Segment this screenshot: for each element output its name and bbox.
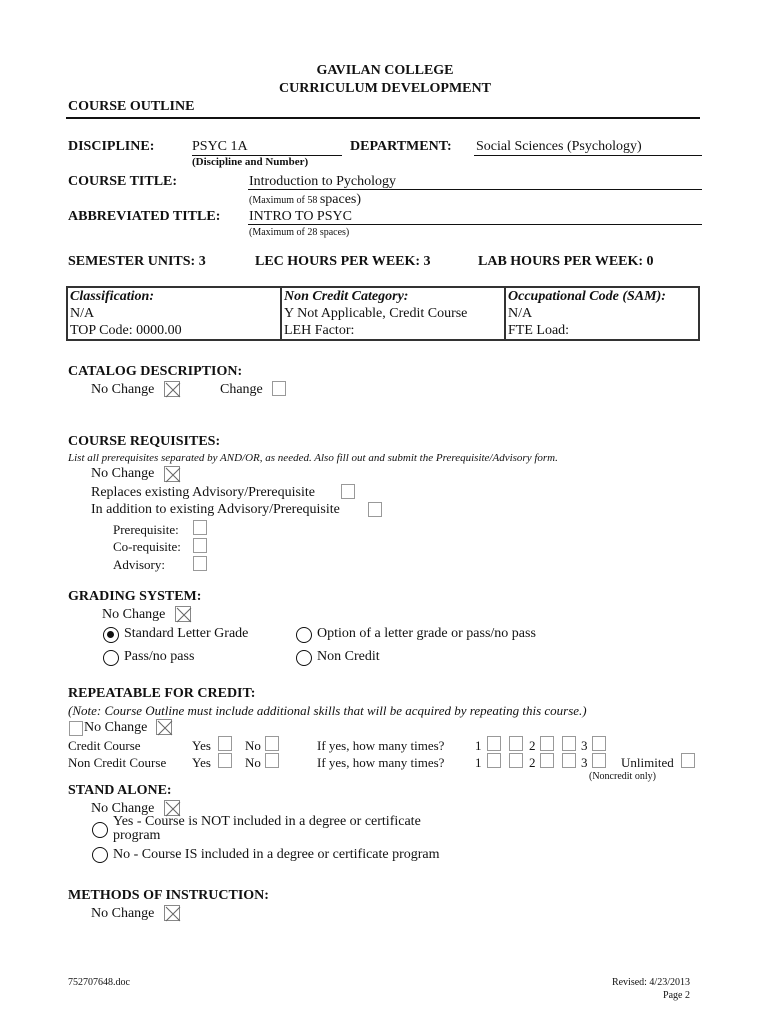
x-mark-icon: [165, 467, 181, 483]
credit-times-3-label: 3: [581, 738, 588, 753]
credit-times-3-checkbox[interactable]: [592, 736, 606, 751]
header-rule: [66, 117, 700, 119]
stand-alone-heading: STAND ALONE:: [68, 783, 172, 798]
corequisite-label: Co-requisite:: [113, 539, 181, 554]
credit-yes-checkbox[interactable]: [218, 736, 232, 751]
standard-letter-grade-radio[interactable]: [103, 627, 119, 643]
credit-times-blank-checkbox[interactable]: [509, 736, 523, 751]
classification-header: Classification:: [70, 289, 155, 304]
stand-alone-yes-line1: Yes - Course is NOT included in a degree or certificate: [113, 814, 421, 829]
in-addition-label: In addition to existing Advisory/Prerequisite: [91, 502, 340, 517]
requisites-no-change-label: No Change: [91, 466, 155, 481]
option-letter-or-pass-label: Option of a letter grade or pass/no pass: [317, 626, 536, 641]
catalog-no-change-checkbox[interactable]: [164, 381, 180, 397]
occupational-code-header: Occupational Code (SAM):: [505, 287, 699, 305]
catalog-change-label: Change: [220, 382, 263, 397]
college-name: GAVILAN COLLEGE: [316, 63, 454, 78]
noncredit-no-label: No: [245, 755, 261, 770]
footer-filename: 752707648.doc: [68, 977, 130, 988]
stand-alone-yes-line2: program: [113, 828, 161, 843]
stand-alone-no-label: No - Course IS included in a degree or certificate program: [113, 847, 440, 862]
prerequisite-label: Prerequisite:: [113, 522, 179, 537]
noncredit-times-1-checkbox[interactable]: [487, 753, 501, 768]
stand-alone-yes-label: [113, 814, 421, 843]
catalog-change-checkbox[interactable]: [272, 381, 286, 396]
pass-no-pass-label: Pass/no pass: [124, 649, 195, 664]
curriculum-heading: CURRICULUM DEVELOPMENT: [279, 81, 491, 96]
credit-times-1-checkbox[interactable]: [487, 736, 501, 751]
repeatable-heading: REPEATABLE FOR CREDIT:: [68, 686, 256, 701]
advisory-label: Advisory:: [113, 557, 165, 572]
replaces-existing-label: Replaces existing Advisory/Prerequisite: [91, 485, 315, 500]
grading-no-change-label: No Change: [102, 607, 166, 622]
discipline-note: (Discipline and Number): [192, 156, 309, 168]
classification-value: N/A: [70, 306, 95, 321]
credit-times-2-checkbox[interactable]: [540, 736, 554, 751]
grading-heading: GRADING SYSTEM:: [68, 589, 202, 604]
unlimited-label: Unlimited: [621, 755, 674, 770]
noncredit-category-header: Non Credit Category:: [281, 287, 505, 305]
abbrev-title-underline: [248, 224, 702, 225]
corequisite-checkbox[interactable]: [193, 538, 207, 553]
stand-alone-no-change-label: No Change: [91, 801, 155, 816]
repeatable-blank-checkbox[interactable]: [69, 721, 83, 736]
in-addition-checkbox[interactable]: [368, 502, 382, 517]
discipline-label: DISCIPLINE:: [68, 139, 155, 154]
methods-heading: METHODS OF INSTRUCTION:: [68, 888, 269, 903]
noncredit-times-3-label: 3: [581, 755, 588, 770]
course-title-note-b: spaces): [319, 192, 362, 207]
noncredit-times-2-label: 2: [529, 755, 536, 770]
course-title-note-a: (Maximum of 58: [249, 195, 320, 206]
noncredit-times-3-checkbox[interactable]: [592, 753, 606, 768]
noncredit-times-2-checkbox[interactable]: [540, 753, 554, 768]
credit-how-many-label: If yes, how many times?: [317, 738, 445, 753]
department-label: DEPARTMENT:: [350, 139, 452, 154]
classification-table: [66, 286, 700, 341]
noncredit-category-value: Y Not Applicable, Credit Course: [281, 305, 505, 322]
abbrev-title-value[interactable]: INTRO TO PSYC: [249, 209, 352, 224]
x-mark-icon: [165, 382, 181, 398]
abbrev-title-label: ABBREVIATED TITLE:: [68, 209, 221, 224]
noncredit-yes-label: Yes: [192, 755, 211, 770]
discipline-value[interactable]: PSYC 1A: [192, 139, 248, 154]
noncredit-times-blank2-checkbox[interactable]: [562, 753, 576, 768]
noncredit-how-many-label: If yes, how many times?: [317, 755, 445, 770]
noncredit-times-blank-checkbox[interactable]: [509, 753, 523, 768]
advisory-checkbox[interactable]: [193, 556, 207, 571]
noncredit-course-label: Non Credit Course: [68, 755, 167, 770]
standard-letter-grade-label: Standard Letter Grade: [124, 626, 249, 641]
footer-page: Page 2: [663, 990, 690, 1001]
replaces-existing-checkbox[interactable]: [341, 484, 355, 499]
noncredit-only-note: (Noncredit only): [589, 771, 656, 782]
x-mark-icon: [165, 906, 181, 922]
pass-no-pass-radio[interactable]: [103, 650, 119, 666]
x-mark-icon: [157, 720, 173, 736]
lec-hours: LEC HOURS PER WEEK: 3: [255, 254, 431, 269]
credit-yes-label: Yes: [192, 738, 211, 753]
credit-times-1-label: 1: [475, 738, 482, 753]
credit-times-2-label: 2: [529, 738, 536, 753]
option-letter-or-pass-radio[interactable]: [296, 627, 312, 643]
prerequisite-checkbox[interactable]: [193, 520, 207, 535]
methods-no-change-checkbox[interactable]: [164, 905, 180, 921]
course-title-value[interactable]: Introduction to Pychology: [249, 174, 396, 189]
noncredit-times-1-label: 1: [475, 755, 482, 770]
footer-revised: Revised: 4/23/2013: [611, 977, 690, 988]
abbrev-title-note: (Maximum of 28 spaces): [249, 227, 350, 238]
repeatable-note: (Note: Course Outline must include additional skills that will be acquired by repeating this course.): [68, 703, 587, 718]
non-credit-radio[interactable]: [296, 650, 312, 666]
credit-course-label: Credit Course: [68, 738, 141, 753]
course-title-underline: [248, 189, 702, 190]
unlimited-checkbox[interactable]: [681, 753, 695, 768]
noncredit-no-checkbox[interactable]: [265, 753, 279, 768]
course-outline-heading: COURSE OUTLINE: [68, 99, 195, 114]
course-title-label: COURSE TITLE:: [68, 174, 178, 189]
department-value[interactable]: Social Sciences (Psychology): [476, 139, 642, 154]
stand-alone-no-radio[interactable]: [92, 847, 108, 863]
table-row: [67, 305, 699, 322]
requisites-no-change-checkbox[interactable]: [164, 466, 180, 482]
catalog-heading: CATALOG DESCRIPTION:: [68, 364, 243, 379]
grading-no-change-checkbox[interactable]: [175, 606, 191, 622]
requisites-heading: COURSE REQUISITES:: [68, 434, 221, 449]
catalog-no-change-label: No Change: [91, 382, 155, 397]
non-credit-label: Non Credit: [317, 649, 380, 664]
semester-units: SEMESTER UNITS: 3: [68, 254, 206, 269]
credit-no-label: No: [245, 738, 261, 753]
x-mark-icon: [176, 607, 192, 623]
department-underline: [474, 155, 702, 156]
table-row: [67, 322, 699, 340]
lab-hours: LAB HOURS PER WEEK: 0: [478, 254, 654, 269]
credit-no-checkbox[interactable]: [265, 736, 279, 751]
top-code: TOP Code: 0000.00: [70, 323, 182, 338]
noncredit-yes-checkbox[interactable]: [218, 753, 232, 768]
leh-factor: LEH Factor:: [281, 322, 505, 340]
occupational-code-value: N/A: [505, 305, 699, 322]
methods-no-change-label: No Change: [91, 906, 155, 921]
stand-alone-yes-radio[interactable]: [92, 822, 108, 838]
credit-times-blank2-checkbox[interactable]: [562, 736, 576, 751]
course-title-note: [249, 192, 361, 208]
repeatable-no-change-checkbox[interactable]: [156, 719, 172, 735]
table-row: [67, 287, 699, 305]
repeatable-no-change-label: No Change: [84, 720, 148, 735]
fte-load: FTE Load:: [505, 322, 699, 340]
requisites-instruction: List all prerequisites separated by AND/OR, as needed. Also fill out and submit the Prerequisite/Advisory form.: [68, 452, 558, 464]
